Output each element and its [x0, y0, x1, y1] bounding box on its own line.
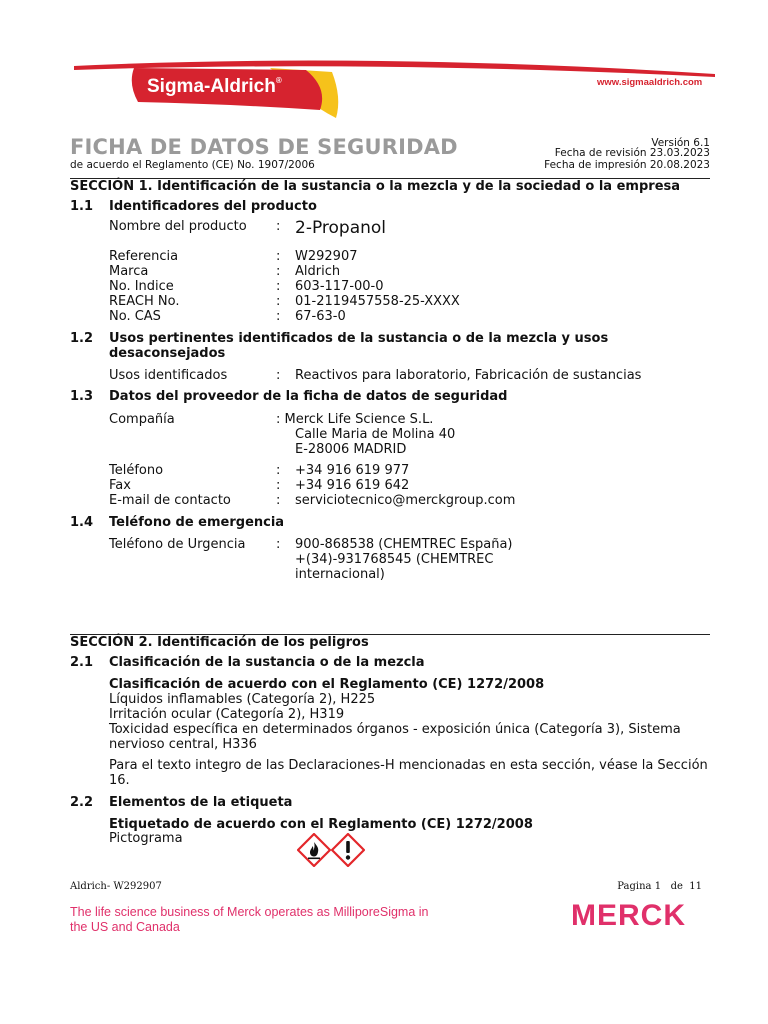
classification-line-2: Irritación ocular (Categoría 2), H319 [109, 707, 345, 722]
classification-line-3: Toxicidad específica en determinados órganos - exposición única (Categoría 3), Sistema [109, 722, 681, 737]
section-1-2-title-line-2: desaconsejados [109, 346, 226, 361]
section-1-3-title: Datos del proveedor de la ficha de datos de seguridad [109, 389, 508, 404]
colon: : [276, 368, 281, 383]
company-name: : Merck Life Science S.L. [276, 412, 434, 427]
colon: : [276, 537, 281, 552]
logo-text [147, 76, 282, 98]
identified-uses-value: Reactivos para laboratorio, Fabricación de sustancias [295, 368, 642, 383]
index-number-label: No. Indice [109, 279, 174, 294]
page-number: Pagina 1 de 11 [617, 881, 702, 892]
company-city: E-28006 MADRID [295, 442, 407, 457]
revision-date: Fecha de revisión 23.03.2023 [554, 147, 710, 159]
product-name-label: Nombre del producto [109, 219, 247, 234]
phone-value: +34 916 619 977 [295, 463, 410, 478]
section-2-title: SECCIÓN 2. Identificación de los peligros [70, 635, 369, 650]
document-subtitle: de acuerdo el Reglamento (CE) No. 1907/2006 [70, 159, 315, 171]
footer-product-code: Aldrich- W292907 [70, 881, 162, 892]
milliporesigma-note-line-2: the US and Canada [70, 920, 180, 934]
emergency-phone-line-3: internacional) [295, 567, 385, 582]
h-statements-note-line-1: Para el texto integro de las Declaraciones-H mencionadas en esta sección, véase la Sección [109, 758, 708, 773]
exclamation-pictogram [331, 833, 365, 867]
email-value: serviciotecnico@merckgroup.com [295, 493, 516, 508]
company-label: Compañía [109, 412, 175, 427]
logo-registered-mark: ® [275, 76, 282, 85]
pictogram-label: Pictograma [109, 831, 183, 846]
colon: : [276, 294, 281, 309]
print-date: Fecha de impresión 20.08.2023 [544, 159, 710, 171]
section-2-2-number: 2.2 [70, 795, 94, 810]
website-url: www.sigmaaldrich.com [597, 77, 703, 88]
emergency-phone-label: Teléfono de Urgencia [109, 537, 246, 552]
colon: : [276, 264, 281, 279]
cas-number-value: 67-63-0 [295, 309, 346, 324]
phone-label: Teléfono [109, 463, 164, 478]
section-1-4-number: 1.4 [70, 515, 94, 530]
h-statements-note-line-2: 16. [109, 773, 130, 788]
fax-label: Fax [109, 478, 131, 493]
colon: : [276, 478, 281, 493]
flame-pictogram [297, 833, 331, 867]
cas-number-label: No. CAS [109, 309, 161, 324]
emergency-phone-line-2: +(34)-931768545 (CHEMTREC [295, 552, 494, 567]
reach-number-label: REACH No. [109, 294, 180, 309]
reference-value: W292907 [295, 249, 358, 264]
section-1-3-number: 1.3 [70, 389, 94, 404]
fax-value: +34 916 619 642 [295, 478, 410, 493]
colon: : [276, 279, 281, 294]
merck-logo: MERCK [571, 899, 686, 932]
section-2-1-number: 2.1 [70, 655, 94, 670]
section-1-4-title: Teléfono de emergencia [109, 515, 285, 530]
emergency-phone-line-1: 900-868538 (CHEMTREC España) [295, 537, 513, 552]
brand-label: Marca [109, 264, 149, 279]
classification-line-4: nervioso central, H336 [109, 737, 257, 752]
section-1-title: SECCIÓN 1. Identificación de la sustancia o la mezcla y de la sociedad o la empresa [70, 179, 681, 194]
labelling-subtitle: Etiquetado de acuerdo con el Reglamento (CE) 1272/2008 [109, 817, 533, 832]
section-2-2-title: Elementos de la etiqueta [109, 795, 293, 810]
company-street: Calle Maria de Molina 40 [295, 427, 456, 442]
milliporesigma-note-line-1: The life science business of Merck operates as MilliporeSigma in [70, 905, 429, 919]
colon: : [276, 309, 281, 324]
email-label: E-mail de contacto [109, 493, 231, 508]
colon: : [276, 463, 281, 478]
version: Versión 6.1 [651, 137, 710, 149]
reference-label: Referencia [109, 249, 179, 264]
colon: : [276, 249, 281, 264]
reach-number-value: 01-2119457558-25-XXXX [295, 294, 460, 309]
classification-line-1: Líquidos inflamables (Categoría 2), H225 [109, 692, 376, 707]
section-1-2-number: 1.2 [70, 331, 94, 346]
index-number-value: 603-117-00-0 [295, 279, 384, 294]
product-name-value: 2-Propanol [295, 218, 387, 238]
section-1-1-number: 1.1 [70, 199, 94, 214]
colon: : [276, 219, 281, 234]
section-2-1-title: Clasificación de la sustancia o de la mezcla [109, 655, 425, 670]
classification-subtitle: Clasificación de acuerdo con el Reglamento (CE) 1272/2008 [109, 677, 545, 692]
document-title: FICHA DE DATOS DE SEGURIDAD [70, 135, 458, 159]
logo-wordmark: Sigma-Aldrich [147, 76, 276, 97]
section-1-2-title-line-1: Usos pertinentes identificados de la sustancia o de la mezcla y usos [109, 331, 609, 346]
section-1-1-title: Identificadores del producto [109, 199, 317, 214]
colon: : [276, 493, 281, 508]
identified-uses-label: Usos identificados [109, 368, 228, 383]
brand-value: Aldrich [295, 264, 341, 279]
